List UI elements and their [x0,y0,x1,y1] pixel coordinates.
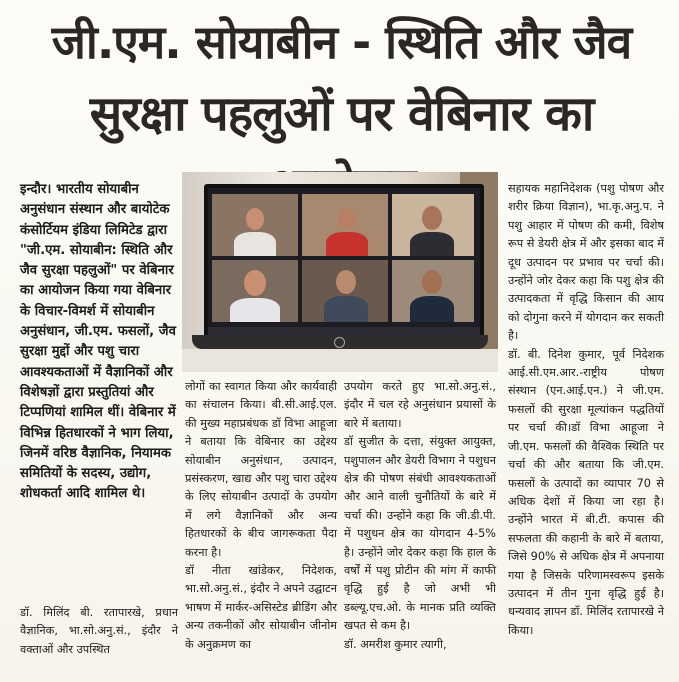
article-column-3: उपयोग करते हुए भा.सो.अनु.सं., इंदौर में चल रहे अनुसंधान प्रयासों के बारे में बताया। डॉ सुजीत के दत्ता, संयुक्त आयुक्त, पशुपालन और डेयरी विभाग ने पशुधन क्षेत्र की पोषण संबंधी आवश्यकताओं और आने वाली चुनौतियों के बारे में चर्चा की। उन्होंने कहा कि जी.डी.पी. में पशुधन क्षेत्र का योगदान 4-5% है। उन्होंने जोर देकर कहा कि हाल के वर्षों में पशु प्रोटीन की मांग में काफी वृद्धि हुई है जो अभी भी डब्ल्यू.एच.ओ. के मानक प्रति व्यक्ति खपत से कम है। डॉ. अमरीश कुमार त्यागी, [344,380,496,651]
hp-logo-icon [334,337,345,348]
article-column-2: लोगों का स्वागत किया और कार्यवाही का संचालन किया। बी.सी.आई.एल. की मुख्य महाप्रबंधक डॉ विभा आहूजा ने बताया कि वेबिनार का उद्देश्य सोयाबीन अनुसंधान, उत्पादन, प्रसंस्करण, खाद्य और पशु चारा उद्देश्य के लिए सोयाबीन उत्पादों के उपयोग में लगे वैज्ञानिकों और अन्य हितधारकों के बीच जागरूकता पैदा करना है। डॉ नीता खांडेकर, निदेशक, भा.सो.अनु.सं., इंदौर ने अपने उद्घाटन भाषण में मार्कर-असिस्टेड ब्रीडिंग और अन्य तकनीकों और सोयाबीन जीनोम के अनुक्रमण का [185,380,337,651]
article-column-1-end: डॉ. मिलिंद बी. रतापारखे, प्रधान वैज्ञानिक, भा.सो.अनु.सं., इंदौर ने वक्ताओं और उपस्थित [20,606,178,656]
headline-line-2: सुरक्षा पहलुओं पर वेबिनार का [89,86,594,142]
webinar-photo [182,172,498,372]
article-column-4: सहायक महानिदेशक (पशु पोषण और शरीर क्रिया विज्ञान), भा.कृ.अनु.प. ने पशु आहार में पोषण की कमी, विशेष रूप से डेयरी क्षेत्र में और इसका बाद में दूध उत्पादन पर प्रभाव पर चर्चा की। उन्होंने जोर देकर कहा कि पशु क्षेत्र की उत्पादकता में वृद्धि किसान की आय को दोगुना करने में योगदान कर सकती है। डॉ. बी. दिनेश कुमार, पूर्व निदेशक आई.सी.एम.आर.-राष्ट्रीय पोषण संस्थान (एन.आई.एन.) ने जी.एम. फसलों की सुरक्षा मूल्यांकन पद्धतियों पर चर्चा की।डॉ विभा आहूजा ने जी.एम. फसलों की वैश्विक स्थिति पर चर्चा की और बताया कि जी.एम. फसलों के उत्पादों का व्यापार 70 से अधिक देशों में किया जा रहा है। उन्होंने भारत में बी.टी. कपास की सफलता की कहानी के बारे में बताया, जिसे 90% से अधिक क्षेत्र में अपनाया गया है जिसके परिणामस्वरूप इसके उत्पादन में तीन गुना वृद्धि हुई है। धन्यवाद ज्ञापन डॉ. मिलिंद रतापारखे ने किया। [508,182,664,637]
laptop-screen [204,184,484,340]
article-intro: इन्दौर। भारतीय सोयाबीन अनुसंधान संस्थान और बायोटेक कंसोर्टियम इंडिया लिमिटेड द्वारा "जी.एम. सोयाबीन: स्थिति और जैव सुरक्षा पहलुओं" पर वेबिनार का आयोजन किया गया वेबिनार के विचार-विमर्श में सोयाबीन अनुसंधान, जी.एम. फसलों, जैव सुरक्षा मुद्दों और पशु चारा आवश्यकताओं में वैज्ञानिकों और विशेषज्ञों द्वारा प्रस्तुतियां और टिप्पणियां शामिल थीं। वेबिनार में विभिन्न हितधारकों ने भाग लिया, जिनमें वरिष्ठ वैज्ञानिक, नियामक समितियों के सदस्य, उद्योग, शोधकर्ता आदि शामिल थे। [20,182,176,502]
headline-line-1: जी.एम. सोयाबीन - स्थिति और जैव [51,15,632,69]
